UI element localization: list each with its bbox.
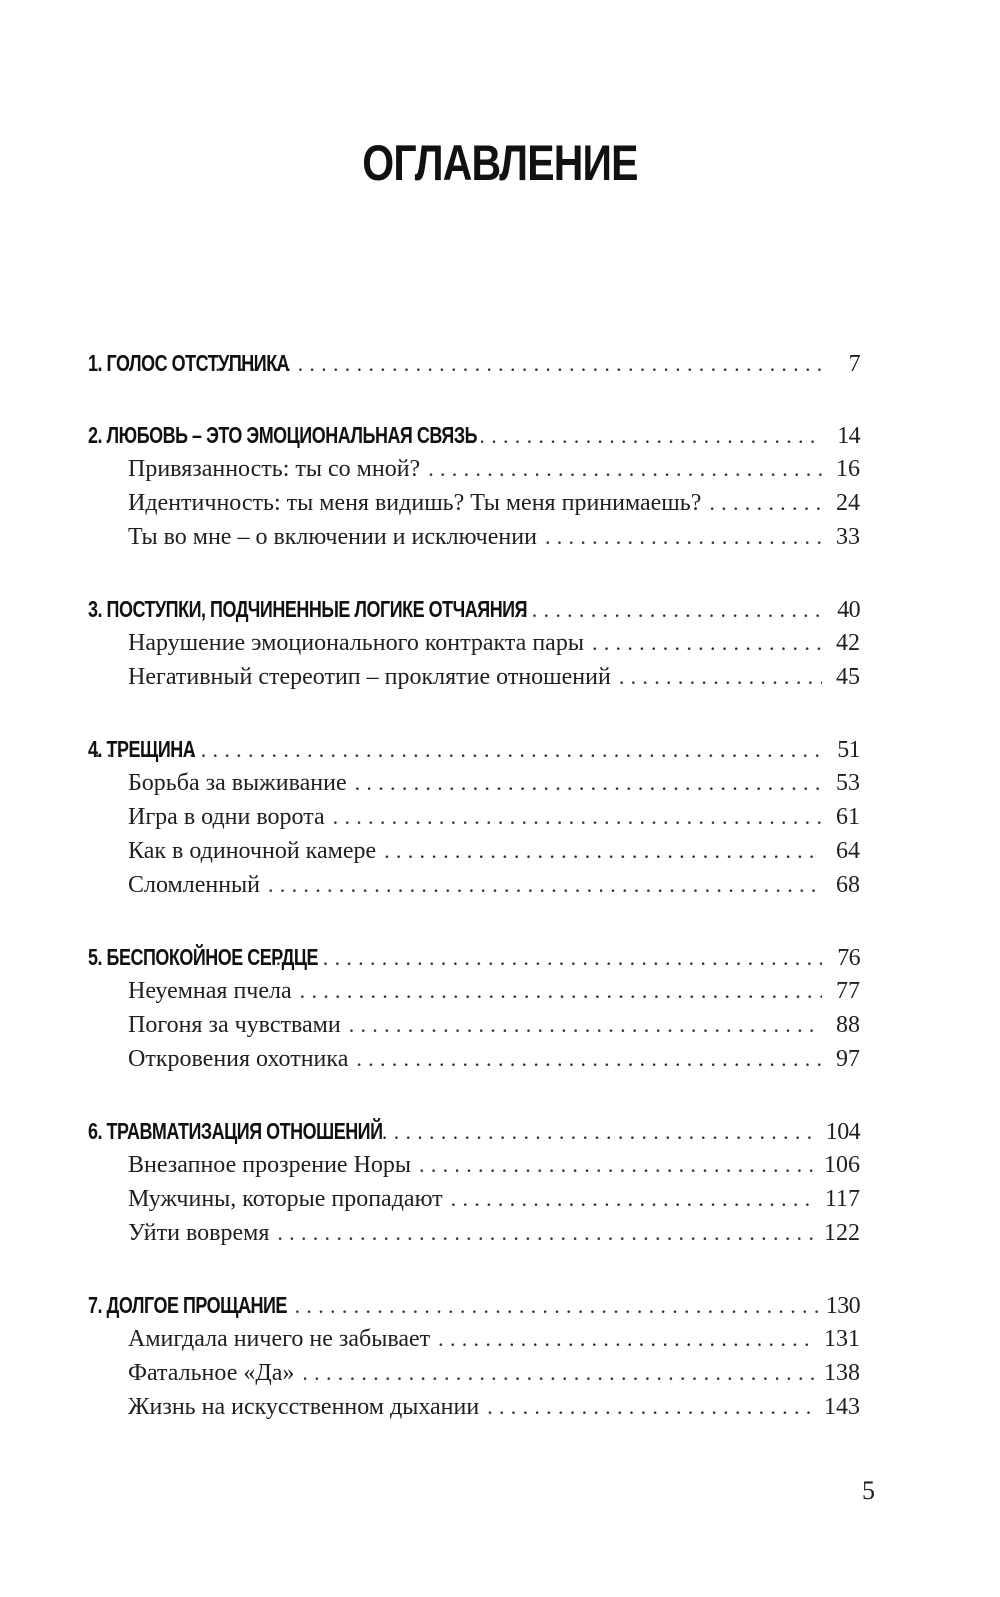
toc-chapter	[88, 346, 860, 380]
section-title: Уйти вовремя	[128, 1220, 270, 1246]
dot-leader	[300, 974, 822, 1008]
section-entry[interactable]	[88, 626, 860, 660]
section-title: Погоня за чувствами	[128, 1012, 341, 1038]
chapter-page-number: 51	[837, 737, 860, 763]
section-page-number: 45	[836, 664, 860, 690]
section-page-number: 61	[836, 804, 860, 830]
dot-leader	[212, 1289, 818, 1323]
dot-leader	[384, 834, 822, 868]
chapter-entry[interactable]	[88, 732, 860, 766]
chapter-page-number: 7	[848, 351, 860, 377]
section-page-number: 33	[836, 524, 860, 550]
section-title: Идентичность: ты меня видишь? Ты меня принимаешь?	[128, 490, 702, 516]
page-title: ОГЛАВЛЕНИЕ	[362, 134, 638, 191]
section-page-number: 64	[836, 838, 860, 864]
section-entry[interactable]	[88, 1390, 860, 1424]
chapter-page-number: 130	[825, 1293, 860, 1319]
section-entry[interactable]	[88, 1322, 860, 1356]
section-entry[interactable]	[88, 1356, 860, 1390]
dot-leader	[215, 347, 822, 381]
section-entry[interactable]	[88, 766, 860, 800]
section-entry[interactable]	[88, 868, 860, 902]
section-entry[interactable]	[88, 1148, 860, 1182]
dot-leader	[428, 452, 822, 486]
section-entry[interactable]	[88, 800, 860, 834]
chapter-title: 6. ТРАВМАТИЗАЦИЯ ОТНОШЕНИЙ	[88, 1118, 383, 1144]
section-page-number: 131	[824, 1326, 860, 1352]
section-page-number: 88	[836, 1012, 860, 1038]
chapter-entry[interactable]	[88, 1288, 860, 1322]
section-page-number: 16	[836, 456, 860, 482]
dot-leader	[438, 1322, 816, 1356]
chapter-entry[interactable]	[88, 1114, 860, 1148]
section-page-number: 77	[836, 978, 860, 1004]
toc-chapter	[88, 940, 860, 1076]
section-page-number: 68	[836, 872, 860, 898]
dot-leader	[419, 1148, 816, 1182]
chapter-title: 1. ГОЛОС ОТСТУПНИКА	[88, 350, 290, 376]
section-entry[interactable]	[88, 974, 860, 1008]
dot-leader	[252, 941, 822, 975]
dot-leader	[95, 733, 822, 767]
section-entry[interactable]	[88, 834, 860, 868]
table-of-contents	[88, 346, 860, 1462]
dot-leader	[456, 419, 822, 453]
section-page-number: 138	[824, 1360, 860, 1386]
section-page-number: 122	[824, 1220, 860, 1246]
section-title: Неуемная пчела	[128, 978, 292, 1004]
section-entry[interactable]	[88, 660, 860, 694]
section-page-number: 106	[824, 1152, 860, 1178]
chapter-entry[interactable]	[88, 346, 860, 380]
dot-leader	[335, 1115, 818, 1149]
chapter-title: 5. БЕСПОКОЙНОЕ СЕРДЦЕ	[88, 944, 319, 970]
section-page-number: 42	[836, 630, 860, 656]
section-title: Жизнь на искусственном дыхании	[128, 1394, 480, 1420]
section-title: Амигдала ничего не забывает	[128, 1326, 431, 1352]
dot-leader	[709, 486, 822, 520]
section-title: Внезапное прозрение Норы	[128, 1152, 412, 1178]
section-title: Сломленный	[128, 872, 260, 898]
dot-leader	[520, 593, 822, 627]
section-title: Откровения охотника	[128, 1046, 349, 1072]
dot-leader	[619, 660, 822, 694]
section-title: Мужчины, которые пропадают	[128, 1186, 443, 1212]
dot-leader	[349, 1008, 822, 1042]
toc-chapter	[88, 592, 860, 694]
chapter-title: 2. ЛЮБОВЬ – ЭТО ЭМОЦИОНАЛЬНАЯ СВЯЗЬ	[88, 422, 478, 448]
chapter-title: 3. ПОСТУПКИ, ПОДЧИНЕННЫЕ ЛОГИКЕ ОТЧАЯНИЯ	[88, 596, 528, 622]
section-entry[interactable]	[88, 452, 860, 486]
section-title: Нарушение эмоционального контракта пары	[128, 630, 584, 656]
section-title: Ты во мне – о включении и исключении	[128, 524, 537, 550]
dot-leader	[356, 1042, 822, 1076]
chapter-entry[interactable]	[88, 940, 860, 974]
dot-leader	[333, 800, 822, 834]
chapter-title: 4. ТРЕЩИНА	[88, 736, 196, 762]
chapter-page-number: 76	[837, 945, 860, 971]
section-entry[interactable]	[88, 1182, 860, 1216]
section-title: Привязанность: ты со мной?	[128, 456, 421, 482]
chapter-entry[interactable]	[88, 418, 860, 452]
section-entry[interactable]	[88, 486, 860, 520]
section-page-number: 24	[836, 490, 860, 516]
dot-leader	[302, 1356, 816, 1390]
chapter-entry[interactable]	[88, 592, 860, 626]
section-title: Игра в одни ворота	[128, 804, 325, 830]
toc-chapter	[88, 732, 860, 902]
section-page-number: 53	[836, 770, 860, 796]
section-title: Борьба за выживание	[128, 770, 347, 796]
section-entry[interactable]	[88, 520, 860, 554]
dot-leader	[268, 868, 822, 902]
section-entry[interactable]	[88, 1216, 860, 1250]
dot-leader	[545, 520, 822, 554]
dot-leader	[592, 626, 822, 660]
section-title: Как в одиночной камере	[128, 838, 377, 864]
chapter-title: 7. ДОЛГОЕ ПРОЩАНИЕ	[88, 1292, 287, 1318]
section-entry[interactable]	[88, 1042, 860, 1076]
chapter-page-number: 14	[837, 423, 860, 449]
dot-leader	[451, 1182, 817, 1216]
section-page-number: 97	[836, 1046, 860, 1072]
dot-leader	[487, 1390, 816, 1424]
section-title: Негативный стереотип – проклятие отношений	[128, 664, 611, 690]
toc-chapter	[88, 1288, 860, 1424]
chapter-page-number: 104	[825, 1119, 860, 1145]
dot-leader	[355, 766, 822, 800]
section-page-number: 117	[824, 1186, 860, 1212]
toc-chapter	[88, 1114, 860, 1250]
section-title: Фатальное «Да»	[128, 1360, 295, 1386]
page-number: 5	[862, 1476, 875, 1505]
toc-chapter	[88, 418, 860, 554]
chapter-page-number: 40	[837, 597, 860, 623]
section-page-number: 143	[824, 1394, 860, 1420]
dot-leader	[277, 1216, 816, 1250]
section-entry[interactable]	[88, 1008, 860, 1042]
